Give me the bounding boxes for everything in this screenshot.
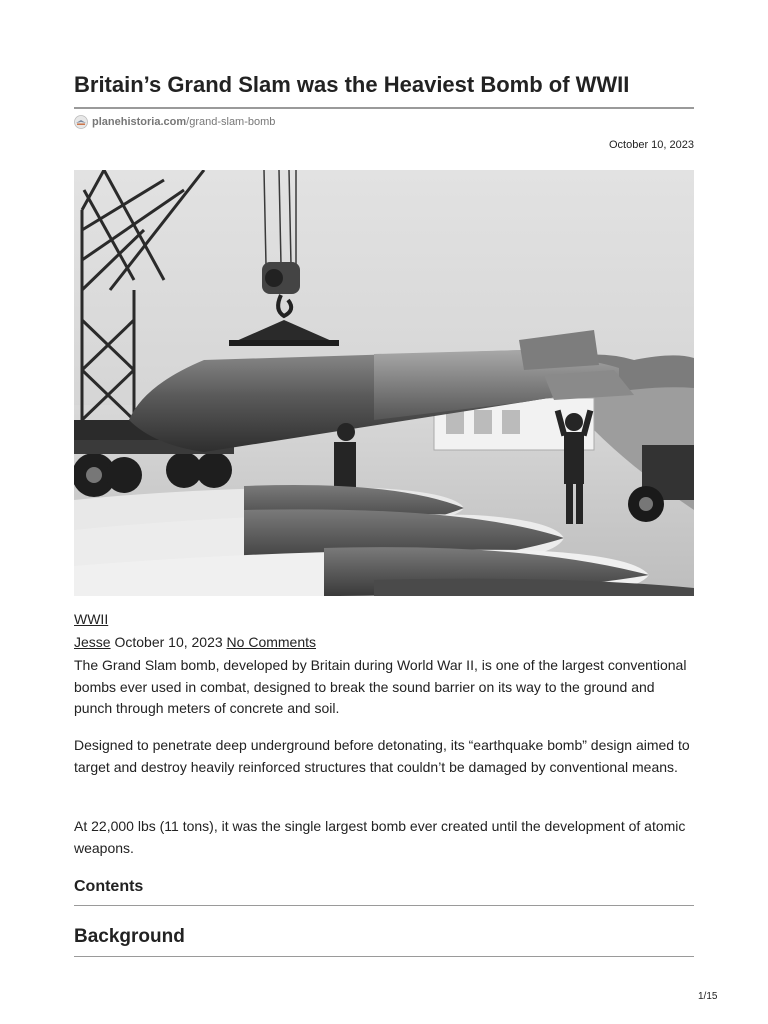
page-indicator: 1/15 [698,991,718,1002]
section-divider [74,956,694,957]
comments-link[interactable]: No Comments [226,634,317,650]
source-path: /grand-slam-bomb [186,116,276,128]
source-domain: planehistoria.com [92,116,187,128]
print-date: October 10, 2023 [608,139,694,151]
section-heading-background: Background [74,926,185,947]
paragraph-1: The Grand Slam bomb, developed by Britain during World War II, is one of the largest conventional bombs ever used in combat, designed to break the sound barrier on its way to the ground and punch through meters of concrete and soil. [74,657,687,716]
post-meta [74,634,316,650]
hero-photo [74,170,694,596]
paragraph-3: At 22,000 lbs (11 tons), it was the single largest bomb ever created until the development of atomic weapons. [74,818,686,856]
source-url[interactable] [74,115,275,129]
paragraph-2: Designed to penetrate deep underground before detonating, its “earthquake bomb” design aimed to target and destroy heavily reinforced structures that couldn’t be damaged by conventional means. [74,737,690,775]
contents-heading: Contents [74,878,144,895]
site-favicon-icon [74,115,88,129]
article-title: Britain’s Grand Slam was the Heaviest Bomb of WWII [74,72,630,97]
post-date: October 10, 2023 [114,634,223,650]
author-link[interactable]: Jesse [74,634,111,650]
title-divider [74,107,694,109]
category-link-wwii[interactable]: WWII [74,611,109,627]
contents-divider [74,905,694,906]
